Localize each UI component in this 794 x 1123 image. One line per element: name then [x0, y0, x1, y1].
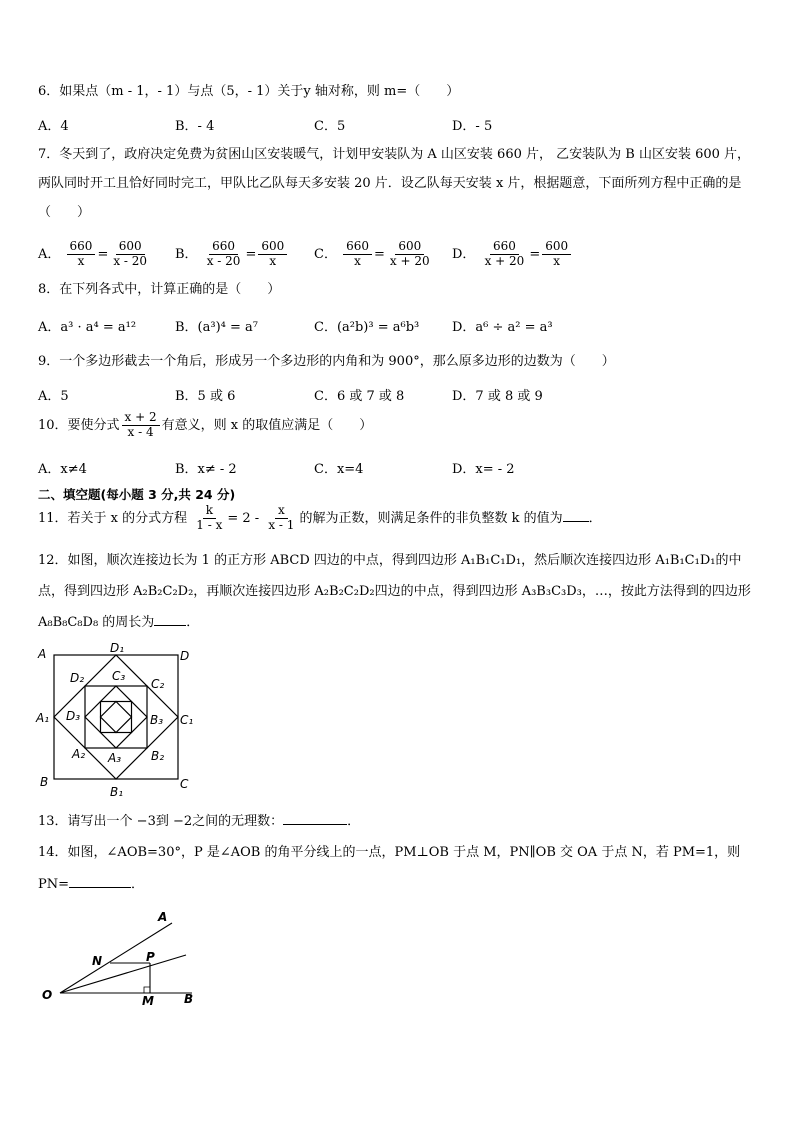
label-c2: C₂ [151, 677, 165, 691]
q13-answer-blank[interactable] [283, 812, 347, 825]
label-b1: B₁ [110, 785, 124, 799]
q10-option-a: A．x≠4 [38, 462, 87, 477]
denominator: x + 20 [389, 253, 430, 268]
numerator: 600 [395, 240, 424, 255]
q9-option-d: D．7 或 8 或 9 [452, 389, 543, 404]
q14-end: ． [131, 877, 145, 892]
q7-option-b [175, 240, 289, 269]
label-a1: A₁ [36, 711, 50, 725]
q11-stem [38, 504, 602, 533]
square-a3b3c3d3 [85, 686, 147, 748]
denominator: x [553, 253, 561, 268]
q14-line2 [38, 875, 144, 893]
q12-nested-squares-figure [34, 640, 204, 800]
label-a2: A₂ [72, 747, 86, 761]
q7-a-right-fraction [110, 240, 150, 269]
q7-option-d-label: D． [452, 246, 476, 262]
denominator: x - 4 [127, 424, 154, 439]
label-b2: B₂ [151, 749, 165, 763]
label-m: M [142, 994, 154, 1008]
q11-mid: = 2 - [227, 510, 260, 526]
numerator: 600 [258, 240, 287, 255]
q11-pre: 11．若关于 x 的分式方程 [38, 510, 188, 526]
square-a5b5c5d5 [101, 702, 132, 733]
q10-option-c: C．x=4 [314, 462, 364, 477]
q7-b-left-fraction [204, 240, 244, 269]
q8-stem: 8．在下列各式中，计算正确的是（ ） [38, 282, 281, 297]
q10-stem-pre: 10．要使分式 [38, 417, 120, 433]
q7-option-c-label: C． [314, 246, 337, 262]
denominator: x - 20 [113, 253, 148, 268]
label-c3: C₃ [112, 669, 126, 683]
q10-options [38, 458, 758, 482]
q12-end: ． [186, 615, 200, 630]
q6-stem: 6．如果点（m - 1，- 1）与点（5，- 1）关于y 轴对称，则 m=（ ） [38, 84, 460, 99]
q11-fraction-2 [265, 504, 297, 533]
q13-stem [38, 812, 360, 830]
q10-fraction [122, 411, 160, 440]
q11-post: 的解为正数，则满足条件的非负整数 k 的值为 [299, 510, 563, 526]
label-b: B [184, 992, 194, 1006]
label-c1: C₁ [180, 713, 194, 727]
numerator: 600 [542, 240, 571, 255]
numerator: 660 [490, 240, 519, 255]
equals: = [97, 246, 109, 262]
q14-angle-figure [38, 905, 208, 1015]
label-d1: D₁ [110, 641, 125, 655]
q12-answer-blank[interactable] [154, 613, 186, 626]
q6-option-b: B．- 4 [175, 119, 215, 134]
q9-option-b: B．5 或 6 [175, 389, 236, 404]
q7-c-left-fraction [343, 240, 372, 269]
square-a2b2c2d2 [85, 686, 147, 748]
label-p: P [146, 950, 155, 964]
denominator: x - 1 [268, 517, 295, 532]
label-d3: D₃ [66, 709, 81, 723]
q7-option-d [452, 240, 573, 269]
q8-option-d: D．a⁶ ÷ a² = a³ [452, 320, 553, 335]
q11-answer-blank[interactable] [563, 509, 589, 522]
q13-text: 13．请写出一个 −3到 −2之间的无理数： [38, 814, 284, 829]
equals: = [374, 246, 385, 262]
numerator: k [203, 504, 216, 519]
q10-option-b: B．x≠ - 2 [175, 462, 237, 477]
denominator: x [354, 253, 361, 268]
q7-option-a [38, 240, 152, 269]
q7-options [38, 240, 758, 270]
equals: = [245, 246, 257, 262]
numerator: 660 [343, 240, 372, 255]
numerator: x [275, 504, 288, 519]
ray-oa [60, 923, 172, 993]
q10-option-d: D．x= - 2 [452, 462, 515, 477]
q7-option-a-label: A． [38, 246, 61, 262]
label-a: A [158, 910, 168, 924]
label-b: B [40, 775, 49, 789]
q8-option-b: B．(a³)⁴ = a⁷ [175, 320, 258, 335]
q7-stem: 7．冬天到了，政府决定免费为贫困山区安装暖气，计划甲安装队为 A 山区安装 660 片， 乙安装队为 B 山区安装 600 片，两队同时开工且恰好同时完工，甲队比乙队每天多安装 20 片．设乙队每天安装 x 片，根据题意，下面所列方程中正确的是（ ） [38, 147, 751, 220]
denominator: 1 - x [196, 517, 223, 532]
label-d2: D₂ [70, 671, 85, 685]
numerator: x + 2 [122, 411, 160, 426]
q6-option-d: D．- 5 [452, 119, 493, 134]
q9-option-a: A．5 [38, 389, 69, 404]
label-c: C [180, 777, 189, 791]
label-d: D [180, 649, 190, 663]
label-a3: A₃ [108, 751, 122, 765]
q14-stem: 14．如图，∠AOB=30°，P 是∠AOB 的角平分线上的一点，PM⊥OB 于点 M，PN∥OB 交 OA 于点 N，若 PM=1，则 [38, 845, 741, 860]
q6-option-a: A．4 [38, 119, 69, 134]
right-angle-mark [144, 987, 150, 993]
q7-d-right-fraction [542, 240, 571, 269]
q7-d-left-fraction [482, 240, 528, 269]
q12-stem [38, 545, 758, 638]
q12-text: 12．如图，顺次连接边长为 1 的正方形 ABCD 四边的中点，得到四边形 A₁B₁C₁D₁，然后顺次连接四边形 A₁B₁C₁D₁的中点，得到四边形 A₂B₂C₂D₂，再顺次连接四边形 A₂B₂C₂D₂四边的中点，得到四边形 A₃B₃C₃D₃，…，按此方法得到的四边形 A₈B₈C₈D₈ 的周长为 [38, 553, 751, 630]
numerator: 660 [209, 240, 238, 255]
q10-stem-post: 有意义，则 x 的取值应满足（ ） [161, 417, 373, 433]
q14-pn-label: PN= [38, 877, 70, 892]
q7-a-left-fraction [67, 240, 96, 269]
denominator: x + 20 [484, 253, 525, 268]
numerator: 600 [116, 240, 145, 255]
denominator: x - 20 [206, 253, 241, 268]
numerator: 660 [67, 240, 96, 255]
q13-end: ． [347, 814, 361, 829]
label-a: A [38, 647, 47, 661]
q8-options [38, 316, 758, 340]
q9-options [38, 385, 758, 409]
q8-option-c: C．(a²b)³ = a⁶b³ [314, 320, 420, 335]
q8-option-a: A．a³ · a⁴ = a¹² [38, 320, 137, 335]
q7-option-c [314, 240, 435, 269]
q11-fraction-1 [193, 504, 225, 533]
q9-stem: 9．一个多边形截去一个角后，形成另一个多边形的内角和为 900°，那么原多边形的边数为（ ） [38, 354, 615, 369]
label-o: O [42, 988, 53, 1002]
q7-option-b-label: B． [175, 246, 198, 262]
q10-stem [38, 411, 372, 440]
denominator: x [77, 253, 85, 268]
q7-b-right-fraction [258, 240, 287, 269]
q6-option-c: C．5 [314, 119, 346, 134]
label-b3: B₃ [150, 713, 164, 727]
q6-options [38, 115, 758, 139]
section-heading: 二、填空题(每小题 3 分,共 24 分) [38, 487, 236, 502]
denominator: x [269, 253, 277, 268]
angle-bisector [60, 955, 186, 993]
label-n: N [92, 954, 103, 968]
square-a4b4c4d4 [101, 702, 132, 733]
q9-option-c: C．6 或 7 或 8 [314, 389, 405, 404]
q11-end: ． [588, 510, 602, 526]
q7-c-right-fraction [387, 240, 433, 269]
q14-answer-blank[interactable] [69, 875, 131, 888]
equals: = [529, 246, 541, 262]
